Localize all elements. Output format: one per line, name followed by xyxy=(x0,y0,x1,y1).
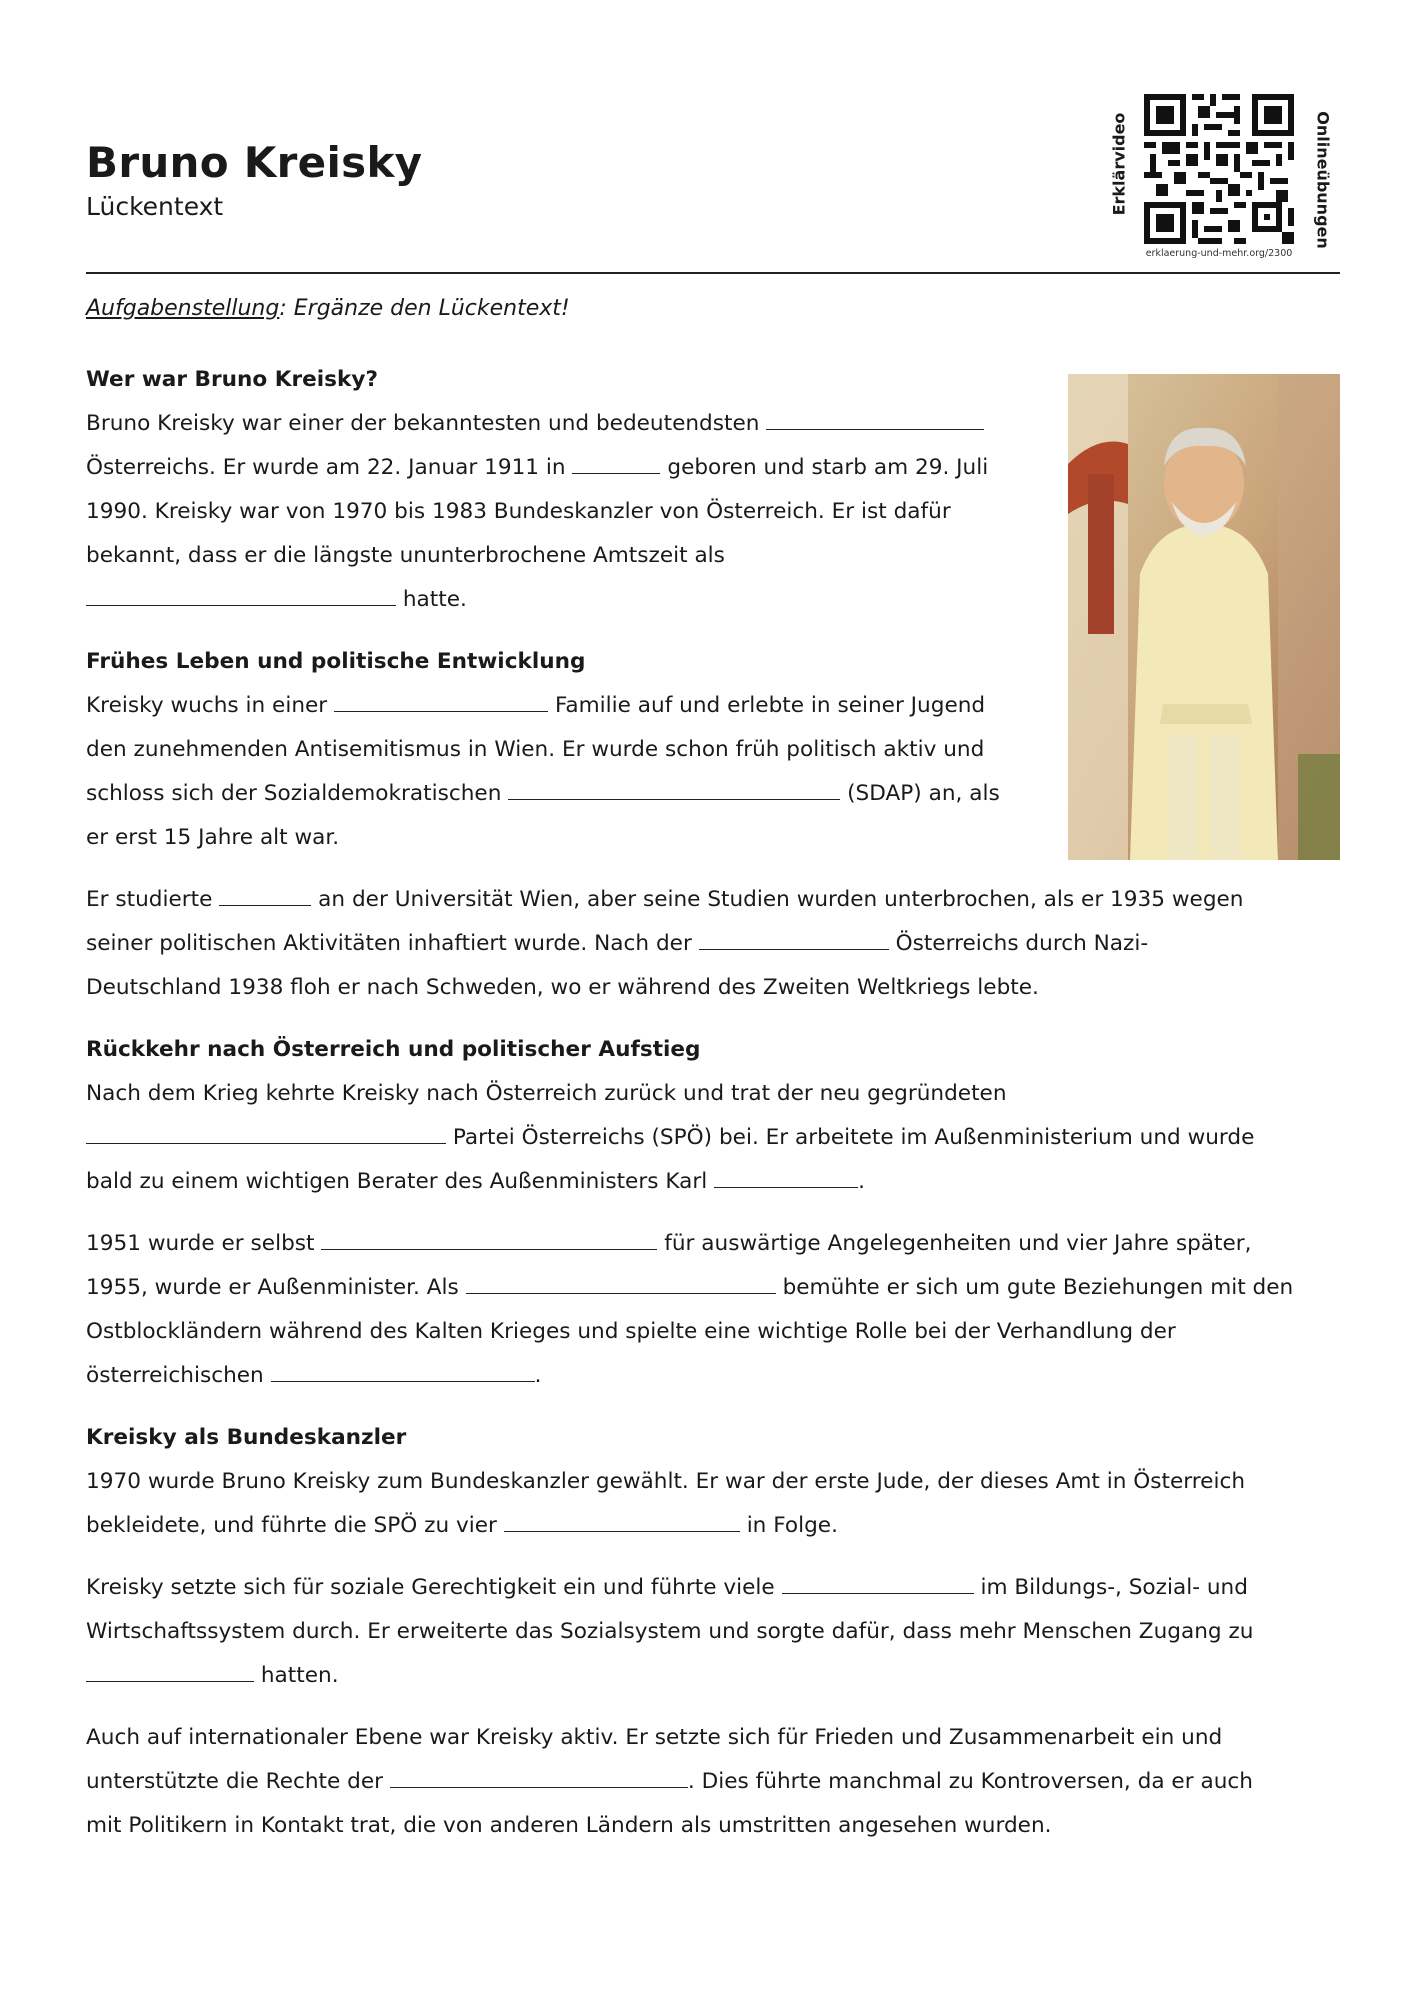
s1-text-5b: hatte. xyxy=(402,587,467,612)
task-label: Aufgabenstellung xyxy=(86,296,280,321)
s4-line-3 xyxy=(86,1160,1254,1204)
s1-text-2b: geboren und starb am 29. Juli xyxy=(667,455,989,480)
blank-13[interactable] xyxy=(504,1530,740,1532)
s7-text-1b: im Bildungs-, Sozial- und xyxy=(980,1575,1248,1600)
s5-text-4a: österreichischen xyxy=(86,1363,264,1388)
s8-text-2a: unterstützte die Rechte der xyxy=(86,1769,384,1794)
blank-10[interactable] xyxy=(321,1248,657,1250)
s1-text-1a: Bruno Kreisky war einer der bekanntesten und bedeutendsten xyxy=(86,411,760,436)
blank-6[interactable] xyxy=(219,904,311,906)
s8-text-2b: . Dies führte manchmal zu Kontroversen, da er auch xyxy=(687,1769,1253,1794)
task-text: Ergänze den Lückentext! xyxy=(286,296,570,321)
blank-8[interactable] xyxy=(86,1142,446,1144)
blank-9[interactable] xyxy=(714,1186,858,1188)
blank-2[interactable] xyxy=(572,472,660,474)
section-studium xyxy=(86,878,1244,1010)
portrait-photo xyxy=(1068,374,1340,860)
blank-1[interactable] xyxy=(766,428,984,430)
s3-text-2b: Österreichs durch Nazi- xyxy=(895,931,1149,956)
s4-line-2 xyxy=(86,1116,1254,1160)
s3-text-1a: Er studierte xyxy=(86,887,213,912)
s7-line-1 xyxy=(86,1566,1253,1610)
s7-line-2: Wirtschaftssystem durch. Er erweiterte das Sozialsystem und sorgte dafür, dass mehr Menschen Zugang zu xyxy=(86,1619,1254,1644)
task-instruction xyxy=(86,296,570,321)
s5-text-2a: 1955, wurde er Außenminister. Als xyxy=(86,1275,459,1300)
s4-line-1: Nach dem Krieg kehrte Kreisky nach Österreich zurück und trat der neu gegründeten xyxy=(86,1081,1007,1106)
qr-block xyxy=(1102,94,1340,264)
heading-bundeskanzler: Kreisky als Bundeskanzler xyxy=(86,1425,407,1450)
qr-code[interactable] xyxy=(1144,94,1294,244)
s3-line-1 xyxy=(86,878,1244,922)
s5-line-3: Ostblockländern während des Kalten Krieges und spielte eine wichtige Rolle bei der Verhandlung der xyxy=(86,1319,1176,1344)
qr-label-onlineuebungen: Onlineübungen xyxy=(1313,111,1333,249)
s2-line-2: den zunehmenden Antisemitismus in Wien. Er wurde schon früh politisch aktiv und xyxy=(86,737,985,762)
s4-text-2b: Partei Österreichs (SPÖ) bei. Er arbeitete im Außenministerium und wurde xyxy=(452,1125,1255,1150)
s7-text-3b: hatten. xyxy=(260,1663,339,1688)
worksheet-page xyxy=(86,0,1340,2000)
s5-text-1b: für auswärtige Angelegenheiten und vier Jahre später, xyxy=(664,1231,1252,1256)
section-international xyxy=(86,1716,1253,1848)
task-colon: : xyxy=(279,296,287,321)
s8-line-3: mit Politikern in Kontakt trat, die von anderen Ländern als umstritten angesehen wurden. xyxy=(86,1813,1052,1838)
s3-text-1b: an der Universität Wien, aber seine Studien wurden unterbrochen, als er 1935 wegen xyxy=(318,887,1244,912)
s8-line-2 xyxy=(86,1760,1253,1804)
s7-line-3 xyxy=(86,1654,1253,1698)
s2-line-1 xyxy=(86,684,1000,728)
page-title: Bruno Kreisky xyxy=(86,138,423,187)
s8-line-1: Auch auf internationaler Ebene war Kreisky aktiv. Er setzte sich für Frieden und Zusammenarbeit ein und xyxy=(86,1725,1223,1750)
page-subtitle: Lückentext xyxy=(86,192,224,221)
s4-text-3b: . xyxy=(858,1169,865,1194)
blank-7[interactable] xyxy=(699,948,889,950)
s2-text-3b: (SDAP) an, als xyxy=(847,781,1000,806)
blank-3[interactable] xyxy=(86,604,396,606)
blank-12[interactable] xyxy=(271,1380,535,1382)
s1-line-5 xyxy=(86,578,988,622)
s1-line-4: bekannt, dass er die längste ununterbrochene Amtszeit als xyxy=(86,543,725,568)
section-reformen xyxy=(86,1566,1253,1698)
section-aussenminister xyxy=(86,1222,1293,1398)
s2-line-3 xyxy=(86,772,1000,816)
heading-rueckkehr: Rückkehr nach Österreich und politischer Aufstieg xyxy=(86,1037,701,1062)
heading-wer-war: Wer war Bruno Kreisky? xyxy=(86,367,379,392)
s2-text-3a: schloss sich der Sozialdemokratischen xyxy=(86,781,502,806)
section-fruehes-leben xyxy=(86,640,1000,860)
s3-text-2a: seiner politischen Aktivitäten inhaftiert wurde. Nach der xyxy=(86,931,692,956)
s3-line-2 xyxy=(86,922,1244,966)
s2-line-4: er erst 15 Jahre alt war. xyxy=(86,825,340,850)
s4-text-3a: bald zu einem wichtigen Berater des Außenministers Karl xyxy=(86,1169,708,1194)
qr-label-erklaervideo: Erklärvideo xyxy=(1109,112,1129,216)
s1-text-2a: Österreichs. Er wurde am 22. Januar 1911 in xyxy=(86,455,566,480)
blank-4[interactable] xyxy=(334,710,548,712)
section-rueckkehr xyxy=(86,1028,1254,1204)
s2-text-1a: Kreisky wuchs in einer xyxy=(86,693,328,718)
s5-line-2 xyxy=(86,1266,1293,1310)
s5-text-1a: 1951 wurde er selbst xyxy=(86,1231,315,1256)
blank-11[interactable] xyxy=(466,1292,776,1294)
blank-15[interactable] xyxy=(86,1680,254,1682)
header-divider xyxy=(86,272,1340,274)
s5-line-4 xyxy=(86,1354,1293,1398)
s1-line-2 xyxy=(86,446,988,490)
s7-text-1a: Kreisky setzte sich für soziale Gerechtigkeit ein und führte viele xyxy=(86,1575,775,1600)
s6-line-1: 1970 wurde Bruno Kreisky zum Bundeskanzler gewählt. Er war der erste Jude, der dieses Amt in Österreich xyxy=(86,1469,1246,1494)
s6-text-2a: bekleidete, und führte die SPÖ zu vier xyxy=(86,1513,497,1538)
qr-label-left-wrap xyxy=(1102,94,1136,234)
qr-label-right-wrap xyxy=(1306,94,1340,249)
blank-5[interactable] xyxy=(508,798,840,800)
blank-14[interactable] xyxy=(782,1592,974,1594)
s1-line-3: 1990. Kreisky war von 1970 bis 1983 Bundeskanzler von Österreich. Er ist dafür xyxy=(86,499,951,524)
s2-text-1b: Familie auf und erlebte in seiner Jugend xyxy=(554,693,986,718)
s5-text-4b: . xyxy=(534,1363,542,1388)
s3-line-3: Deutschland 1938 floh er nach Schweden, wo er während des Zweiten Weltkriegs lebte. xyxy=(86,975,1039,1000)
section-wer-war xyxy=(86,358,988,622)
blank-16[interactable] xyxy=(390,1786,688,1788)
s5-text-2b: bemühte er sich um gute Beziehungen mit den xyxy=(782,1275,1294,1300)
s6-line-2 xyxy=(86,1504,1245,1548)
heading-fruehes-leben: Frühes Leben und politische Entwicklung xyxy=(86,649,586,674)
s6-text-2b: in Folge. xyxy=(746,1513,838,1538)
s1-line-1 xyxy=(86,402,988,446)
qr-url: erklaerung-und-mehr.org/2300 xyxy=(1145,248,1293,259)
s5-line-1 xyxy=(86,1222,1293,1266)
section-bundeskanzler xyxy=(86,1416,1245,1548)
